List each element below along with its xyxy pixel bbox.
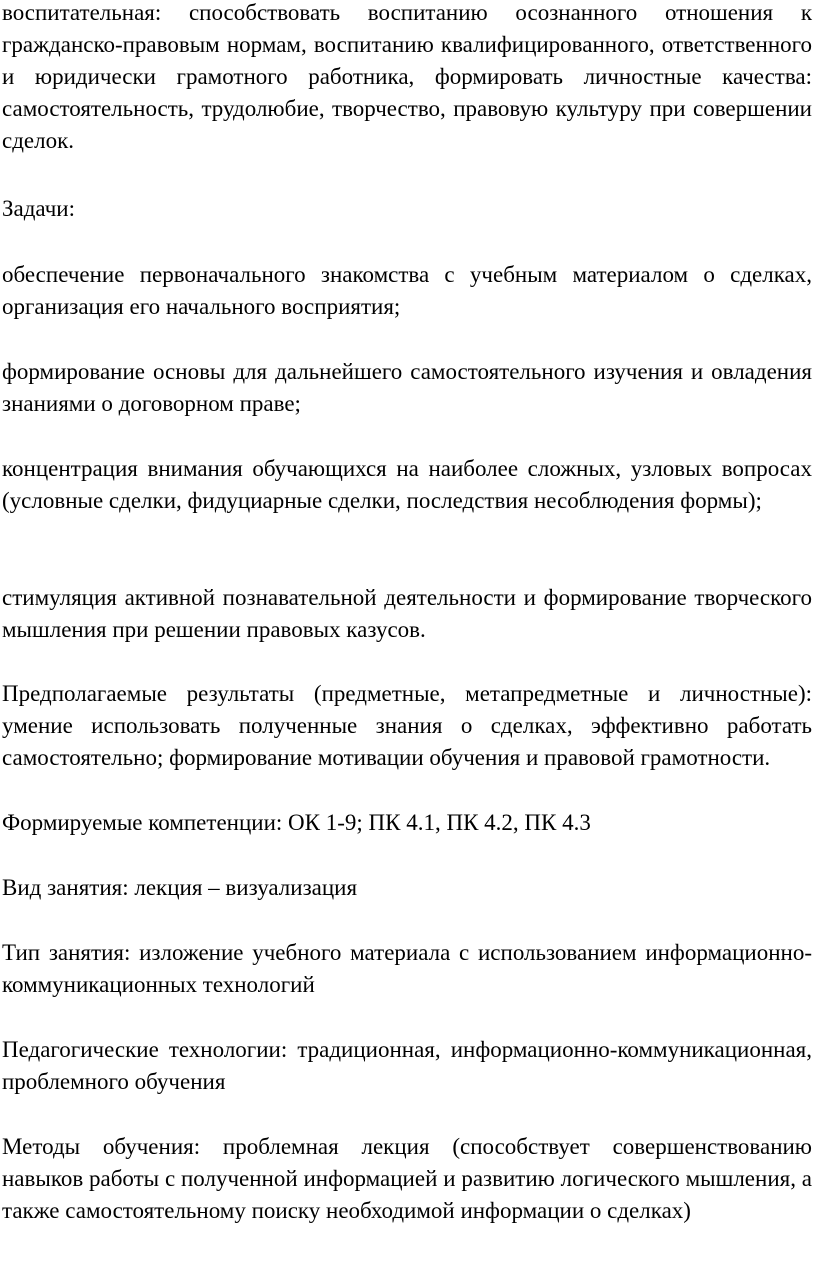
- task-item: формирование основы для дальнейшего самостоятельного изучения и овладения знаниями о договорном праве;: [2, 359, 812, 416]
- lesson-kind-paragraph: Вид занятия: лекция – визуализация: [2, 875, 358, 900]
- task-item: обеспечение первоначального знакомства с учебным материалом о сделках, организация его начального восприятия;: [2, 262, 812, 319]
- pedagogical-technologies-paragraph: Педагогические технологии: традиционная, информационно-коммуникационная, проблемного обучения: [2, 1037, 812, 1094]
- educational-goal-paragraph: воспитательная: способствовать воспитанию осознанного отношения к гражданско-правовым нормам, воспитанию квалифицированного, ответственного и юридически грамотного работника, формировать личностные качества: самостоятельность, трудолюбие, творчество, правовую культуру при совершении сделок.: [2, 0, 812, 153]
- tasks-heading: Задачи:: [2, 196, 75, 221]
- teaching-methods-paragraph: Методы обучения: проблемная лекция (способствует совершенствованию навыков работы с полученной информацией и развитию логического мышления, а также самостоятельному поиску необходимой информации о сделках): [2, 1134, 812, 1223]
- task-item: стимуляция активной познавательной деятельности и формирование творческого мышления при решении правовых казусов.: [2, 585, 812, 642]
- task-item: концентрация внимания обучающихся на наиболее сложных, узловых вопросах (условные сделки, фидуциарные сделки, последствия несоблюдения формы);: [2, 456, 812, 513]
- expected-results-paragraph: Предполагаемые результаты (предметные, метапредметные и личностные): умение использовать полученные знания о сделках, эффективно работать самостоятельно; формирование мотивации обучения и правовой грамотности.: [2, 681, 812, 770]
- competencies-paragraph: Формируемые компетенции: ОК 1-9; ПК 4.1, ПК 4.2, ПК 4.3: [2, 810, 591, 835]
- lesson-type-paragraph: Тип занятия: изложение учебного материала с использованием информационно-коммуникационных технологий: [2, 940, 812, 997]
